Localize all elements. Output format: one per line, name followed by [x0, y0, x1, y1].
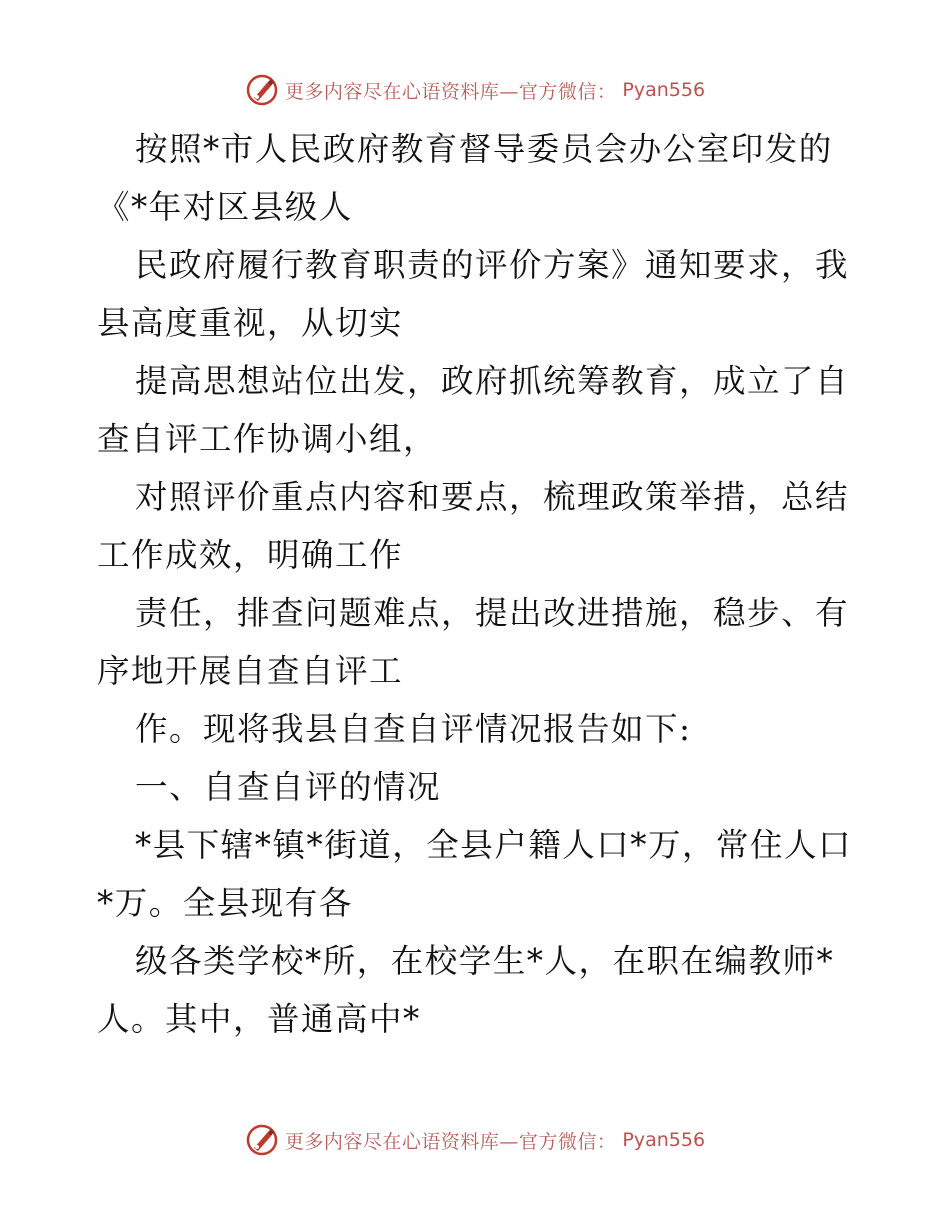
header-banner	[0, 70, 950, 110]
body-line: 提高思想站位出发，政府抓统筹教育，成立了自	[135, 362, 850, 400]
pen-logo-icon	[245, 73, 279, 107]
body-line: *县下辖*镇*街道，全县户籍人口*万，常住人口	[135, 826, 853, 864]
body-line: *万。全县现有各	[97, 884, 353, 922]
body-line: 《*年对区县级人	[97, 188, 353, 226]
section-heading: 一、自查自评的情况	[135, 768, 442, 806]
body-line: 工作成效，明确工作	[97, 536, 404, 574]
header-banner-text: 更多内容尽在心语资料库—官方微信：	[284, 80, 617, 103]
body-line: 责任，排查问题难点，提出改进措施，稳步、有	[135, 594, 850, 632]
body-line: 按照*市人民政府教育督导委员会办公室印发的	[135, 130, 833, 168]
footer-banner	[0, 1120, 950, 1160]
body-line: 作。现将我县自查自评情况报告如下:	[135, 710, 692, 748]
body-line: 对照评价重点内容和要点，梳理政策举措，总结	[135, 478, 850, 516]
body-line: 序地开展自查自评工	[97, 652, 404, 690]
body-line: 县高度重视，从切实	[97, 304, 404, 342]
document-body	[97, 120, 857, 1048]
body-line: 级各类学校*所，在校学生*人，在职在编教师*	[135, 942, 835, 980]
body-line: 民政府履行教育职责的评价方案》通知要求，我	[135, 246, 850, 284]
header-wechat-id: Pyan556	[622, 79, 706, 101]
body-line: 人。其中，普通高中*	[97, 1000, 421, 1038]
pen-logo-icon	[245, 1123, 279, 1157]
footer-wechat-id: Pyan556	[622, 1129, 706, 1151]
footer-banner-text: 更多内容尽在心语资料库—官方微信：	[284, 1130, 617, 1153]
body-line: 查自评工作协调小组，	[97, 420, 438, 458]
